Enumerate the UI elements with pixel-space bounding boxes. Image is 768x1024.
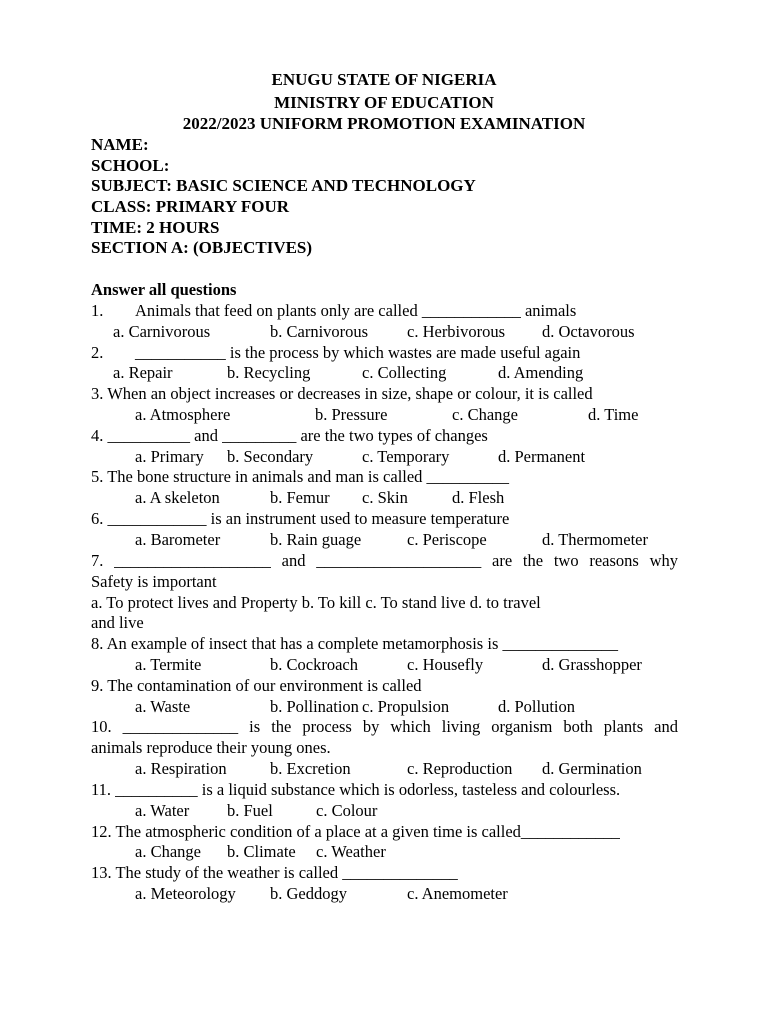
option-d: d. Flesh <box>452 488 505 507</box>
option-a: a. Repair <box>113 363 173 382</box>
option-d: d. Octavorous <box>542 322 635 341</box>
time-field: TIME: 2 HOURS <box>91 218 220 237</box>
option-a: a. Primary <box>135 447 204 466</box>
option-c: c. Collecting <box>362 363 447 382</box>
option-b: b. Cockroach <box>270 655 358 674</box>
name-field: NAME: <box>91 135 149 154</box>
subject-field: SUBJECT: BASIC SCIENCE AND TECHNOLOGY <box>91 176 476 195</box>
option-b: b. Recycling <box>227 363 311 382</box>
option-c: c. Housefly <box>407 655 484 674</box>
option-b: b. Fuel <box>227 801 273 820</box>
option-a: a. Meteorology <box>135 884 236 903</box>
option-d: d. Pollution <box>498 697 576 716</box>
option-a: a. Carnivorous <box>113 322 211 341</box>
question-text: 9. The contamination of our environment is called <box>91 676 422 695</box>
instruction: Answer all questions <box>91 280 237 299</box>
option-d: d. Grasshopper <box>542 655 642 674</box>
question-text: Animals that feed on plants only are called ____________ animals <box>135 301 577 320</box>
question-number: 1. <box>91 301 104 320</box>
question-text: ___________ is the process by which wastes are made useful again <box>135 343 581 362</box>
question-text: 10. ______________ is the process by which living organism both plants and <box>91 717 678 736</box>
options-line: a. To protect lives and Property b. To kill c. To stand live d. to travel <box>91 593 541 612</box>
option-d: d. Thermometer <box>542 530 648 549</box>
option-b: b. Rain guage <box>270 530 362 549</box>
option-a: a. Water <box>135 801 190 820</box>
school-field: SCHOOL: <box>91 156 170 175</box>
option-d: d. Amending <box>498 363 584 382</box>
section-heading: SECTION A: (OBJECTIVES) <box>91 238 313 257</box>
question-text: 8. An example of insect that has a complete metamorphosis is ______________ <box>91 634 618 653</box>
option-a: a. Atmosphere <box>135 405 231 424</box>
state-heading: ENUGU STATE OF NIGERIA <box>271 70 497 89</box>
option-c: c. Skin <box>362 488 408 507</box>
question-text: 5. The bone structure in animals and man is called __________ <box>91 467 510 486</box>
exam-title: 2022/2023 UNIFORM PROMOTION EXAMINATION <box>182 114 586 133</box>
question-text: 3. When an object increases or decreases in size, shape or colour, it is called <box>91 384 593 403</box>
option-c: c. Periscope <box>407 530 487 549</box>
option-d: d. Time <box>588 405 639 424</box>
option-d: d. Germination <box>542 759 642 778</box>
option-b: b. Excretion <box>270 759 351 778</box>
option-c: c. Anemometer <box>407 884 508 903</box>
question-text: 12. The atmospheric condition of a place at a given time is called____________ <box>91 822 620 841</box>
question-text: 4. __________ and _________ are the two types of changes <box>91 426 488 445</box>
option-a: a. Respiration <box>135 759 227 778</box>
ministry-heading: MINISTRY OF EDUCATION <box>274 93 494 112</box>
option-d: d. Permanent <box>498 447 586 466</box>
option-a: a. A skeleton <box>135 488 220 507</box>
question-text: 11. __________ is a liquid substance which is odorless, tasteless and colourless. <box>91 780 621 799</box>
options-line-continued: and live <box>91 613 144 632</box>
class-field: CLASS: PRIMARY FOUR <box>91 197 290 216</box>
option-b: b. Geddogy <box>270 884 347 903</box>
option-b: b. Femur <box>270 488 330 507</box>
option-b: b. Climate <box>227 842 296 861</box>
question-text-continued: Safety is important <box>91 572 217 591</box>
option-a: a. Termite <box>135 655 202 674</box>
option-c: c. Propulsion <box>362 697 450 716</box>
question-text: 7. ___________________ and ____________________ are the two reasons why <box>91 551 678 570</box>
question-text-continued: animals reproduce their young ones. <box>91 738 331 757</box>
option-c: c. Colour <box>316 801 378 820</box>
option-c: c. Herbivorous <box>407 322 506 341</box>
option-a: a. Waste <box>135 697 191 716</box>
question-number: 2. <box>91 343 104 362</box>
option-c: c. Temporary <box>362 447 450 466</box>
option-c: c. Change <box>452 405 518 424</box>
option-c: c. Weather <box>316 842 386 861</box>
option-b: b. Pressure <box>315 405 388 424</box>
question-text: 13. The study of the weather is called ______________ <box>91 863 458 882</box>
option-b: b. Secondary <box>227 447 314 466</box>
option-c: c. Reproduction <box>407 759 513 778</box>
option-b: b. Carnivorous <box>270 322 369 341</box>
option-a: a. Barometer <box>135 530 221 549</box>
option-a: a. Change <box>135 842 201 861</box>
question-text: 6. ____________ is an instrument used to measure temperature <box>91 509 510 528</box>
option-b: b. Pollination <box>270 697 359 716</box>
